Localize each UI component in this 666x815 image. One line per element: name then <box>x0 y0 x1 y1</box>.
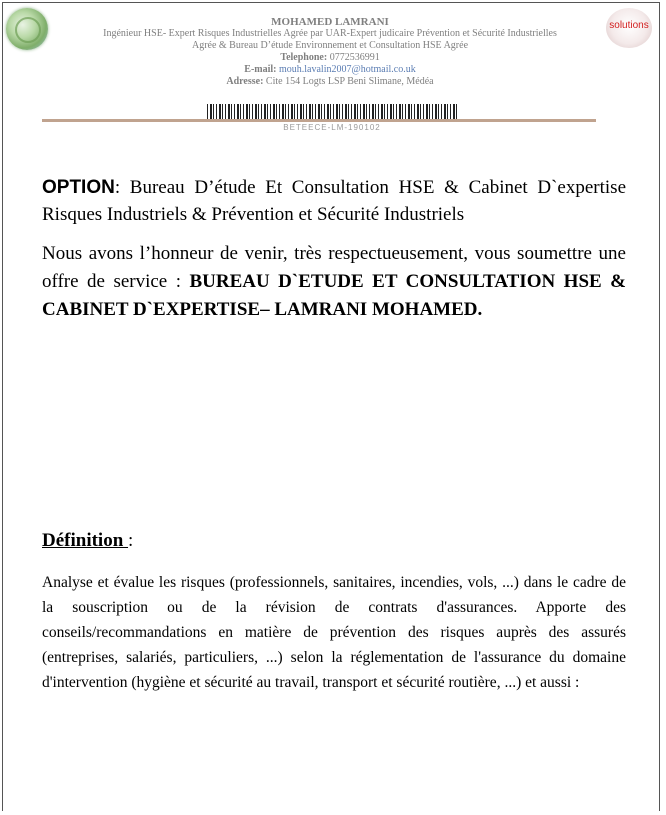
letterhead <box>55 16 605 88</box>
definition-title: Définition <box>42 530 129 551</box>
intro-text: Nous avons l’honneur de venir, très respectueusement, vous soumettre une offre de service : <box>42 243 626 292</box>
option-text: : Bureau D’étude Et Consultation HSE & Cabinet D`expertise Risques Industriels & Prévention et Sécurité Industriels <box>42 177 626 225</box>
solutions-logo-text: solutions <box>609 20 649 31</box>
email-link[interactable]: mouh.lavalin2007@hotmail.co.uk <box>279 64 416 75</box>
letterhead-title-line1: Ingénieur HSE- Expert Risques Industrielles Agrée par UAR-Expert judicaire Prévention et Sécurité Industrielles <box>103 28 557 39</box>
letterhead-title-line2: Agrée & Bureau D’étude Environnement et Consultation HSE Agrée <box>191 40 469 51</box>
solutions-logo-icon <box>606 8 652 48</box>
letterhead-phone-line <box>55 52 605 64</box>
address-label: Adresse: <box>226 76 264 87</box>
option-paragraph <box>42 174 626 228</box>
phone-label: Telephone: <box>280 52 328 63</box>
letterhead-name: MOHAMED LAMRANI <box>271 16 389 28</box>
intro-bold-text: BUREAU D`ETUDE ET CONSULTATION HSE & CABINET D`EXPERTISE– LAMRANI MOHAMED. <box>42 271 626 320</box>
definition-colon: : <box>128 530 134 551</box>
email-label: E-mail: <box>244 64 277 75</box>
option-keyword: OPTION <box>42 177 115 198</box>
header-divider <box>42 119 596 122</box>
letterhead-email-line <box>55 64 605 76</box>
definition-heading <box>42 530 133 552</box>
letterhead-address-line <box>55 76 605 88</box>
definition-paragraph: Analyse et évalue les risques (professionnels, sanitaires, incendies, vols, ...) dans le cadre de la souscription ou de la révision de contrats d'assurances. Apporte des conseils/recommandations en matière de prévention des risques auprès des assurés (entreprises, salariés, particuliers, ...) selon la réglementation de l'assurance du domaine d'intervention (hygiène et sécurité au travail, transport et sécurité routière, ...) et aussi : <box>42 574 626 691</box>
barcode-text: BETEECE-LM-190102 <box>283 123 381 132</box>
phone-value: 0772536991 <box>329 52 380 63</box>
intro-paragraph <box>42 240 626 324</box>
globe-logo-icon <box>6 8 48 50</box>
address-value: Cite 154 Logts LSP Beni Slimane, Médéa <box>265 76 434 87</box>
